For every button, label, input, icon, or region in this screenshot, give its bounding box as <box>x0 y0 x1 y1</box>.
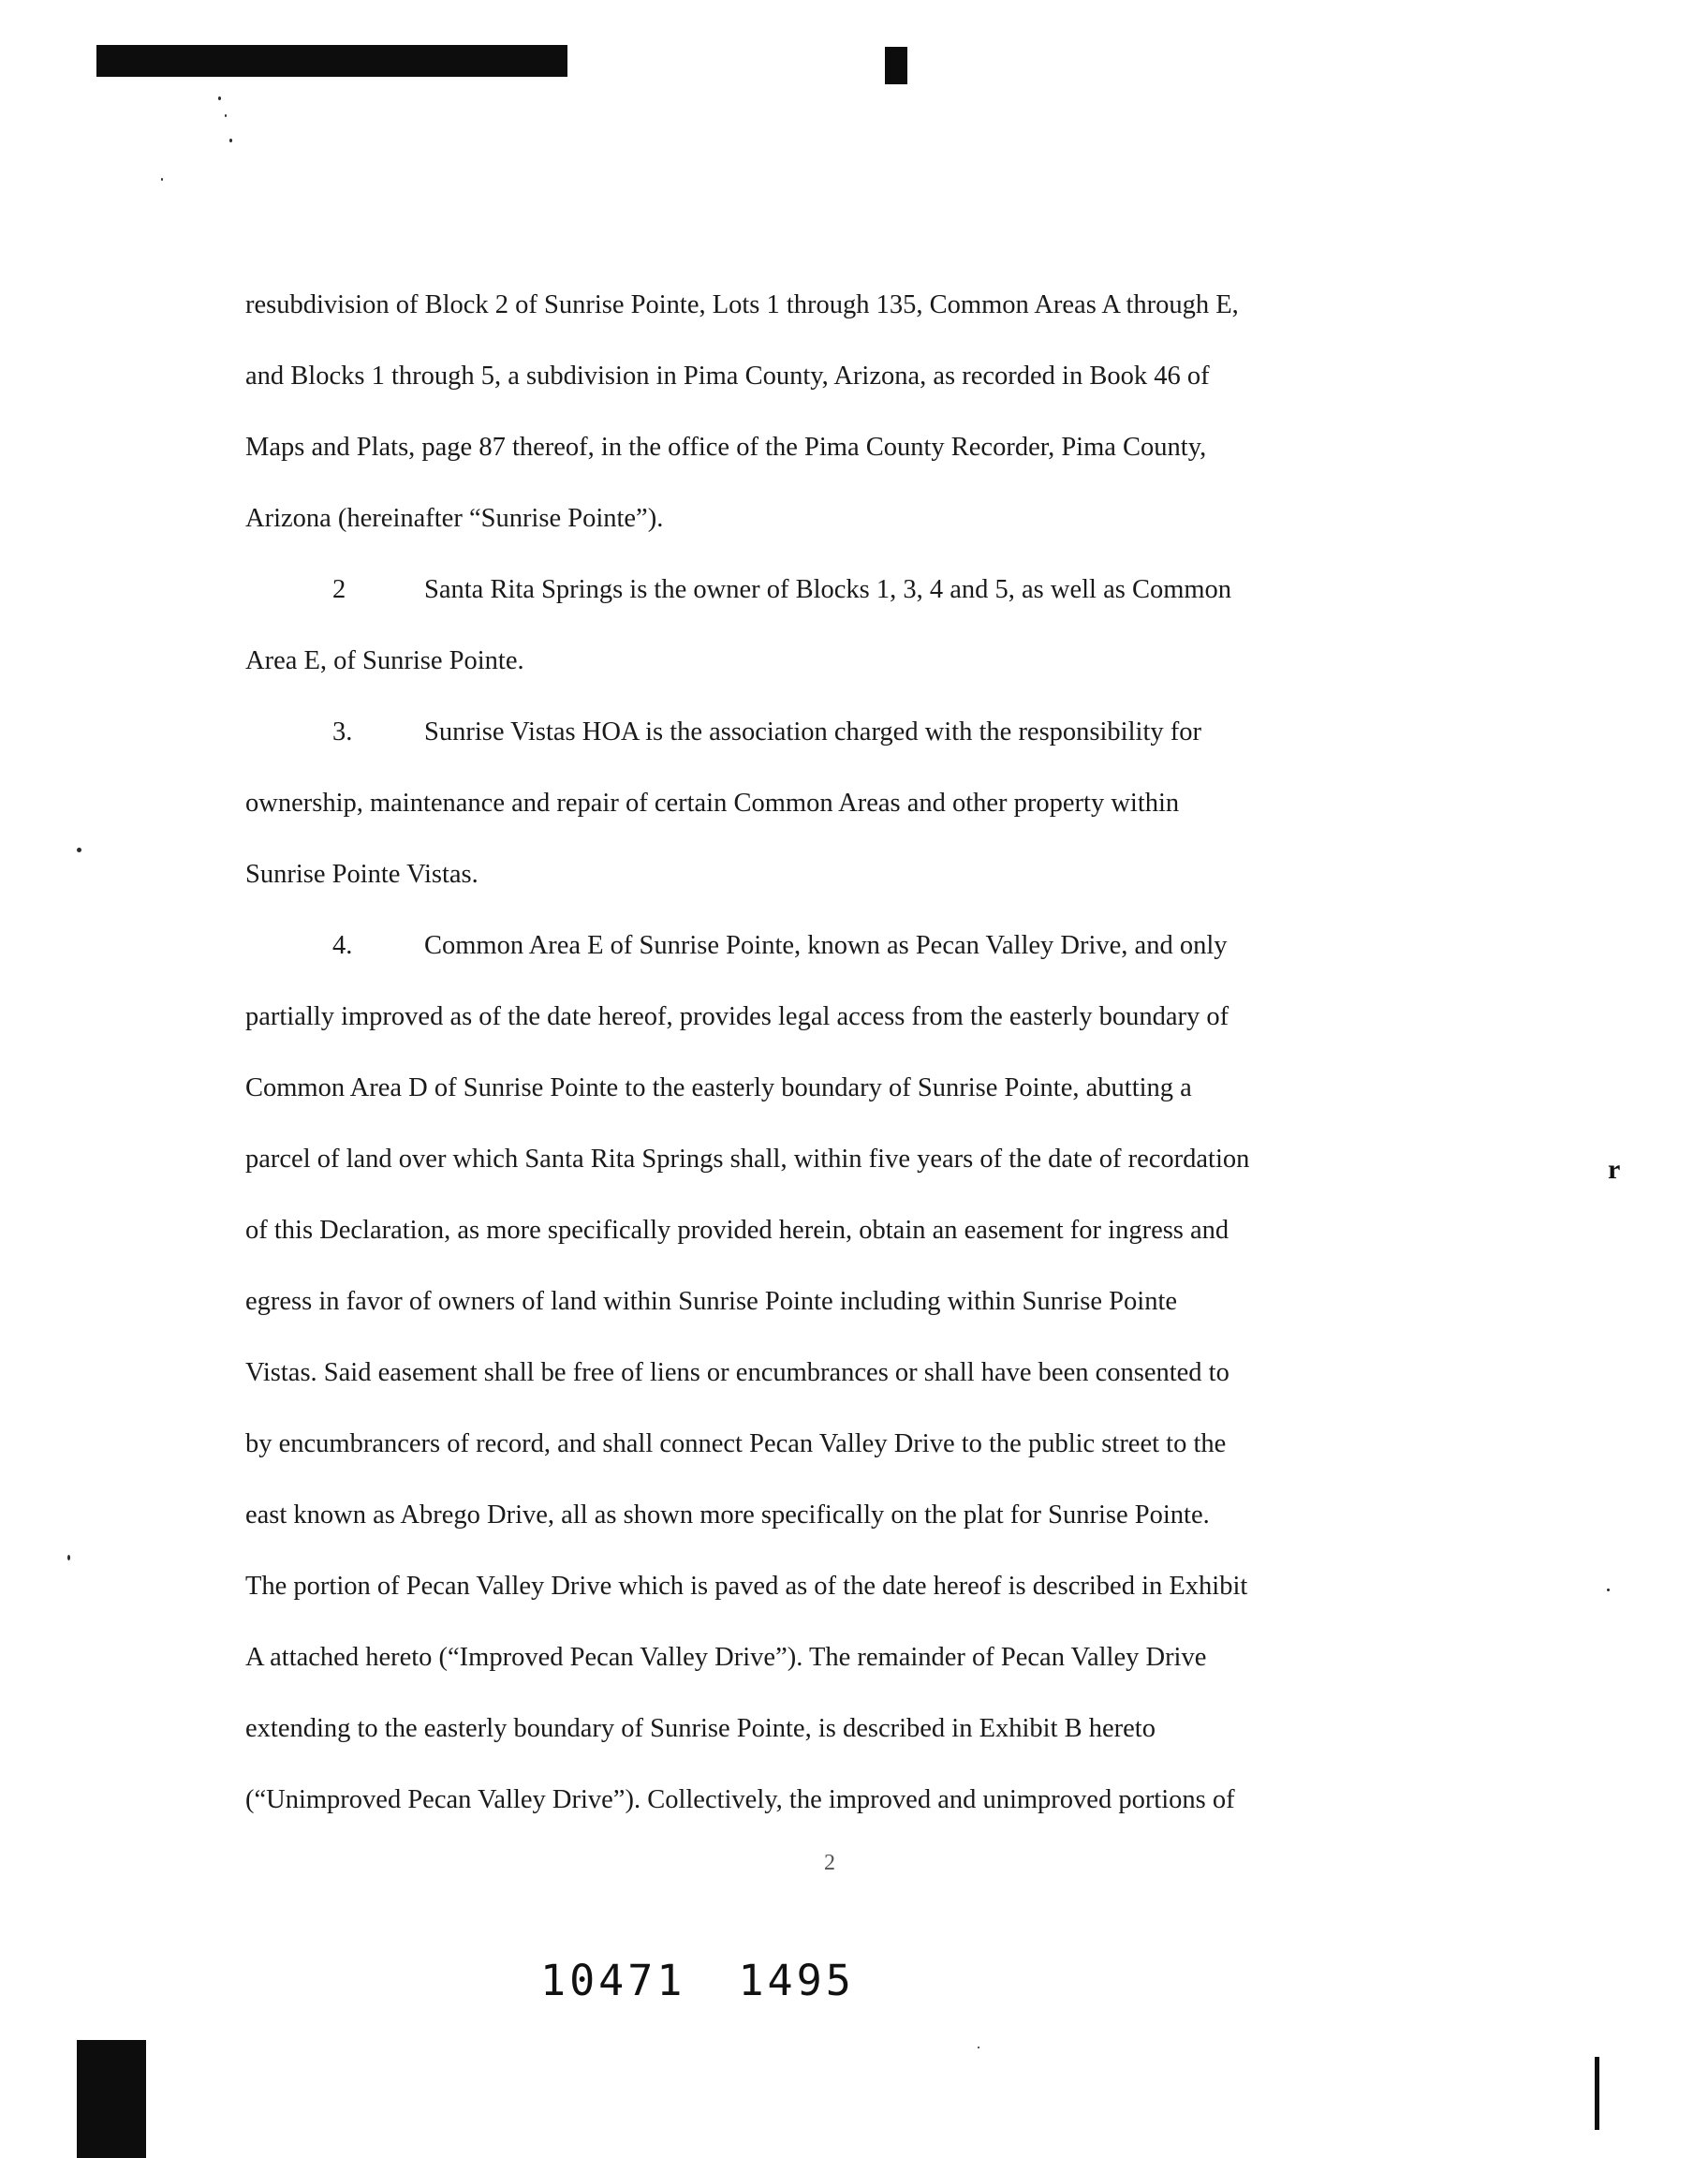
scan-artifact-mark: r <box>1608 1154 1621 1185</box>
text-line: Area E, of Sunrise Pointe. <box>245 646 524 675</box>
page-number: 2 <box>824 1851 835 1875</box>
scan-speck <box>1607 1589 1610 1591</box>
text-line: The portion of Pecan Valley Drive which is paved as of the date hereof is described in Exhibit <box>245 1572 1248 1601</box>
scan-speck <box>67 1555 70 1560</box>
scan-edge-block <box>77 2040 146 2158</box>
text-line: and Blocks 1 through 5, a subdivision in Pima County, Arizona, as recorded in Book 46 of <box>245 362 1210 391</box>
text-line: Sunrise Vistas HOA is the association charged with the responsibility for <box>424 717 1201 746</box>
recording-book: 10471 <box>540 1956 686 2005</box>
paragraph-number: 4. <box>332 931 353 960</box>
redaction-mark <box>885 47 907 84</box>
text-line: A attached hereto (“Improved Pecan Valley Drive”). The remainder of Pecan Valley Drive <box>245 1643 1207 1672</box>
paragraph-4-first-line <box>245 918 1425 989</box>
text-line: Common Area D of Sunrise Pointe to the easterly boundary of Sunrise Pointe, abutting a <box>245 1073 1192 1102</box>
text-line: extending to the easterly boundary of Sunrise Pointe, is described in Exhibit B hereto <box>245 1714 1156 1743</box>
text-line: resubdivision of Block 2 of Sunrise Pointe, Lots 1 through 135, Common Areas A through E, <box>245 290 1239 319</box>
scan-speck <box>77 848 81 852</box>
text-line: Sunrise Pointe Vistas. <box>245 860 479 889</box>
scan-speck <box>978 2047 979 2048</box>
text-line: Maps and Plats, page 87 thereof, in the office of the Pima County Recorder, Pima County, <box>245 433 1207 462</box>
recording-page: 1495 <box>738 1956 855 2005</box>
text-line: Arizona (hereinafter “Sunrise Pointe”). <box>245 504 664 533</box>
text-line: by encumbrancers of record, and shall connect Pecan Valley Drive to the public street to the <box>245 1429 1227 1458</box>
text-line: Common Area E of Sunrise Pointe, known as Pecan Valley Drive, and only <box>424 931 1228 960</box>
paragraph-number: 2 <box>332 575 346 604</box>
document-body <box>245 277 1425 1843</box>
text-line: egress in favor of owners of land within Sunrise Pointe including within Sunrise Pointe <box>245 1287 1178 1316</box>
paragraph-3-first-line <box>245 704 1425 776</box>
text-line: parcel of land over which Santa Rita Springs shall, within five years of the date of recordation <box>245 1145 1250 1174</box>
text-line: partially improved as of the date hereof, provides legal access from the easterly boundary of <box>245 1002 1229 1031</box>
text-line: east known as Abrego Drive, all as shown more specifically on the plat for Sunrise Pointe. <box>245 1500 1210 1530</box>
recording-number <box>540 1956 855 2005</box>
paragraph-2-first-line <box>245 562 1425 633</box>
scan-speck <box>218 96 221 100</box>
text-line: Vistas. Said easement shall be free of liens or encumbrances or shall have been consented to <box>245 1358 1229 1387</box>
redaction-bar <box>96 45 567 77</box>
paragraph-number: 3. <box>332 717 353 746</box>
text-line: Santa Rita Springs is the owner of Blocks 1, 3, 4 and 5, as well as Common <box>424 575 1232 604</box>
text-line: of this Declaration, as more specifically provided herein, obtain an easement for ingress and <box>245 1216 1229 1245</box>
scan-speck <box>229 139 232 142</box>
text-line: (“Unimproved Pecan Valley Drive”). Collectively, the improved and unimproved portions of <box>245 1785 1235 1814</box>
text-line: ownership, maintenance and repair of certain Common Areas and other property within <box>245 789 1180 818</box>
scan-speck <box>161 178 163 181</box>
scan-edge-bar <box>1595 2057 1599 2130</box>
scan-speck <box>225 114 227 117</box>
